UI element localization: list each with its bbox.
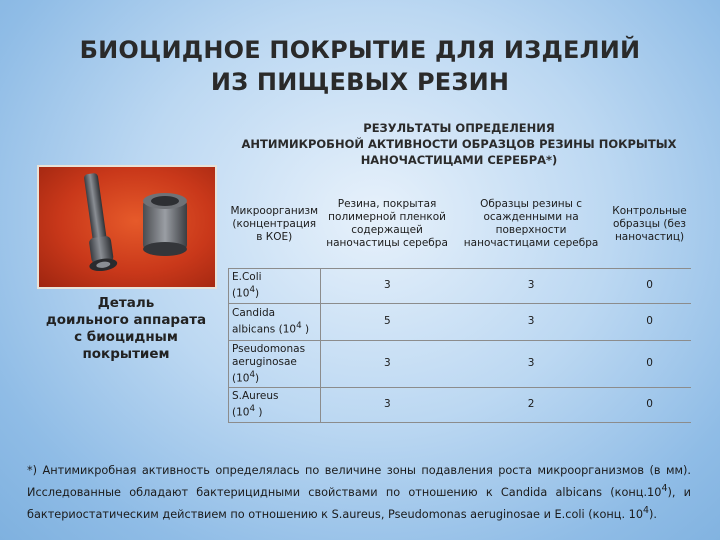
value-deposited-nanoparticles: 3 — [454, 303, 608, 340]
value-control: 0 — [608, 340, 691, 388]
table-row — [229, 388, 692, 423]
subtitle-line-2: АНТИМИКРОБНОЙ АКТИВНОСТИ ОБРАЗЦОВ РЕЗИНЫ ПОКРЫТЫХ — [241, 137, 677, 151]
caption-line-3: с биоцидным — [74, 329, 178, 345]
organism-name: E.Coli — [232, 271, 262, 283]
organism-cell — [229, 303, 321, 340]
concentration-exponent: 4 — [249, 404, 256, 414]
header-control-samples: Контрольные образцы (без наночастиц) — [612, 204, 687, 243]
header-deposited-nanoparticles: Образцы резины с осажденными на поверхности наночастицами серебра — [463, 198, 599, 249]
organism-cell — [229, 269, 321, 304]
value-deposited-nanoparticles: 3 — [454, 340, 608, 388]
value-control: 0 — [608, 388, 691, 423]
organism-concentration: (10 — [278, 323, 297, 336]
footnote-part-1: *) Антимикробная активность определялась по величине зоны подавления роста микроорганизмов (в мм). Исследованные обладают бактерицидными свойствами по отношению к Candida albicans (конц.10 — [27, 464, 691, 499]
value-deposited-nanoparticles: 2 — [454, 388, 608, 423]
caption-line-4: покрытием — [82, 346, 170, 362]
concentration-exponent: 4 — [296, 320, 302, 331]
milking-device-part-photo-icon — [39, 167, 215, 287]
organism-concentration: (10 — [232, 372, 250, 384]
organism-name: Pseudomonas aeruginosae — [232, 342, 306, 368]
header-polymer-film: Резина, покрытая полимерной пленкой содержащей наночастицы серебра — [326, 198, 448, 249]
page-title — [60, 34, 660, 98]
organism-cell — [229, 340, 321, 388]
value-control: 0 — [608, 303, 691, 340]
value-polymer-film: 5 — [320, 303, 454, 340]
concentration-close: ) — [255, 372, 260, 384]
organism-name: S.Aureus — [232, 390, 279, 402]
footnote-exponent-2: 4 — [643, 504, 650, 516]
results-table — [228, 180, 691, 423]
organism-concentration: (10 — [232, 287, 250, 300]
photo-caption — [36, 295, 216, 363]
concentration-close: ) — [255, 406, 263, 419]
value-polymer-film: 3 — [320, 269, 454, 304]
concentration-exponent: 4 — [249, 285, 256, 295]
product-photo — [37, 165, 217, 289]
organism-concentration: (10 — [232, 406, 250, 419]
value-control: 0 — [608, 269, 691, 304]
value-polymer-film: 3 — [320, 340, 454, 388]
subtitle-line-1: РЕЗУЛЬТАТЫ ОПРЕДЕЛЕНИЯ — [363, 121, 555, 135]
caption-line-1: Деталь — [97, 295, 155, 311]
title-line-1: БИОЦИДНОЕ ПОКРЫТИЕ ДЛЯ ИЗДЕЛИЙ — [79, 36, 641, 64]
concentration-exponent: 4 — [249, 369, 256, 380]
footnote — [27, 462, 691, 524]
organism-name: Candida albicans — [232, 306, 276, 336]
subtitle-line-3: НАНОЧАСТИЦАМИ СЕРЕБРА*) — [360, 153, 558, 167]
footnote-part-2: ), и бактериостатическим действием по отношению к S.aureus, Pseudomonas aeruginosae и E.coli (конц. 10 — [27, 485, 691, 521]
concentration-close: ) — [301, 323, 310, 336]
title-line-2: ИЗ ПИЩЕВЫХ РЕЗИН — [210, 68, 510, 96]
table-row — [229, 269, 692, 304]
table-subtitle — [228, 120, 690, 168]
value-polymer-film: 3 — [320, 388, 454, 423]
organism-cell — [229, 388, 321, 423]
concentration-close: ) — [255, 287, 260, 300]
footnote-part-3: ). — [649, 507, 658, 521]
header-microorganism: Микроорганизм (концентрация в КОЕ) — [230, 204, 319, 243]
table-row — [229, 340, 692, 388]
table-header-row — [229, 180, 692, 269]
value-deposited-nanoparticles: 3 — [454, 269, 608, 304]
table-row — [229, 303, 692, 340]
footnote-exponent-1: 4 — [661, 483, 668, 494]
caption-line-2: доильного аппарата — [45, 312, 207, 328]
